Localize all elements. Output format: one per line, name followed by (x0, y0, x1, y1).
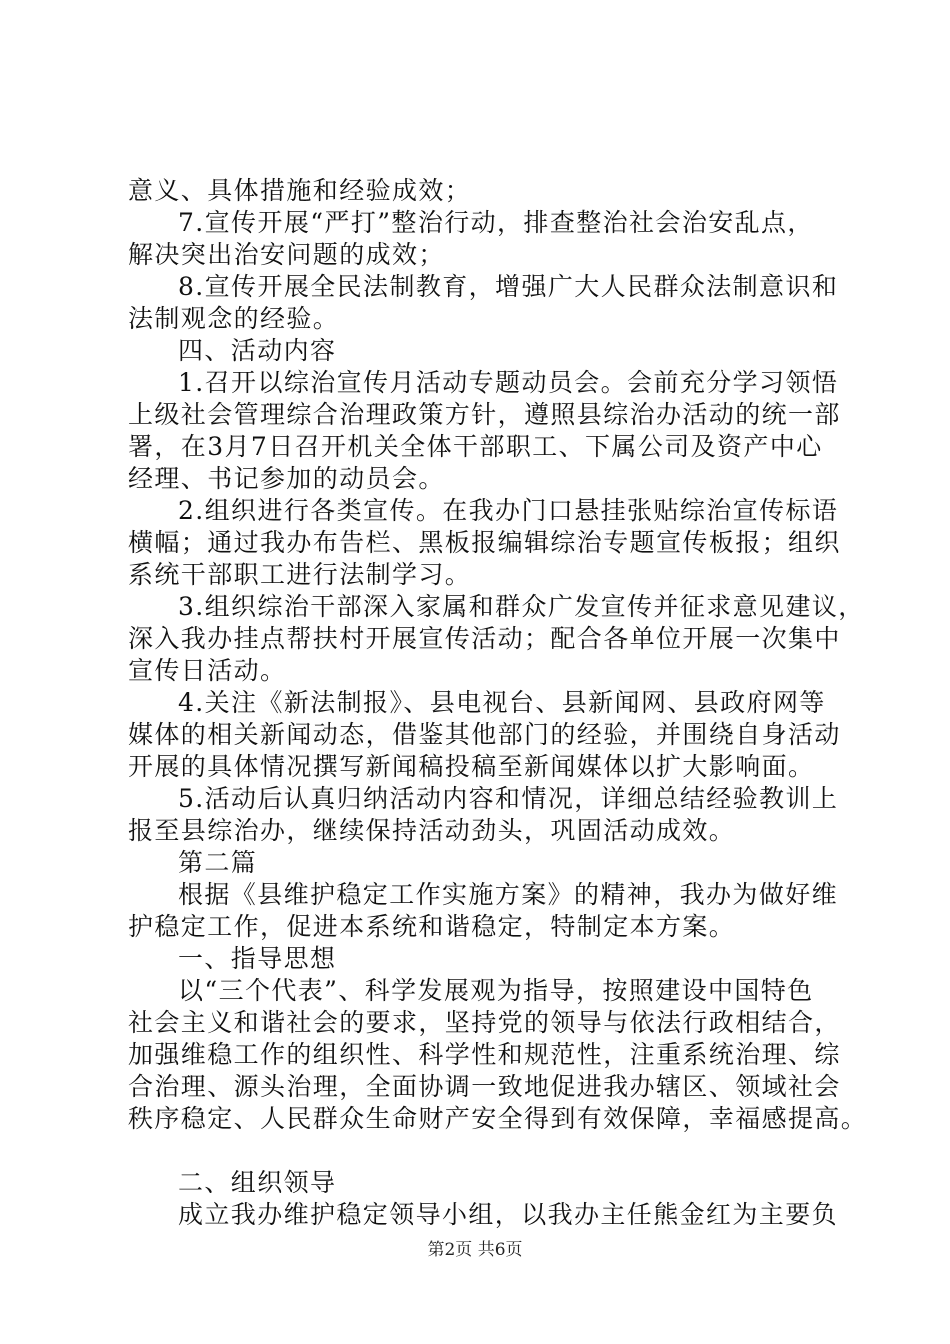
text-line: 经理、书记参加的动员会。 (128, 464, 445, 493)
text-line: 加强维稳工作的组织性、科学性和规范性，注重系统治理、综 (128, 1040, 841, 1069)
text-line: 以“三个代表”、科学发展观为指导，按照建设中国特色 (178, 976, 814, 1005)
section-heading: 第二篇 (178, 848, 258, 877)
text-line: 合治理、源头治理，全面协调一致地促进我办辖区、领域社会 (128, 1072, 841, 1101)
text-line: 解决突出治安问题的成效； (128, 240, 445, 269)
text-line: 媒体的相关新闻动态，借鉴其他部门的经验，并围绕自身活动 (128, 720, 841, 749)
text-line: 横幅；通过我办布告栏、黑板报编辑综治专题宣传板报；组织 (128, 528, 841, 557)
text-line: 上级社会管理综合治理政策方针，遵照县综治办活动的统一部 (128, 400, 841, 429)
text-line: 5.活动后认真归纳活动内容和情况，详细总结经验教训上 (178, 784, 839, 813)
section-heading: 四、活动内容 (178, 336, 337, 365)
page-number-footer: 第2页 共6页 (427, 1240, 523, 1260)
text-line: 深入我办挂点帮扶村开展宣传活动；配合各单位开展一次集中 (128, 624, 841, 653)
text-line: 法制观念的经验。 (128, 304, 340, 333)
text-line: 社会主义和谐社会的要求，坚持党的领导与依法行政相结合， (128, 1008, 841, 1037)
text-line: 4.关注《新法制报》、县电视台、县新闻网、县政府网等 (178, 688, 826, 717)
section-heading: 二、组织领导 (178, 1168, 337, 1197)
text-line: 8.宣传开展全民法制教育，增强广大人民群众法制意识和 (178, 272, 839, 301)
text-line: 宣传日活动。 (128, 656, 287, 685)
text-line: 意义、具体措施和经验成效； (128, 176, 472, 205)
text-line: 成立我办维护稳定领导小组，以我办主任熊金红为主要负 (178, 1200, 839, 1229)
text-line: 署，在3月7日召开机关全体干部职工、下属公司及资产中心 (128, 432, 823, 461)
text-line: 报至县综治办，继续保持活动劲头，巩固活动成效。 (128, 816, 736, 845)
text-line: 开展的具体情况撰写新闻稿投稿至新闻媒体以扩大影响面。 (128, 752, 815, 781)
text-line: 2.组织进行各类宣传。在我办门口悬挂张贴综治宣传标语 (178, 496, 839, 525)
text-line: 根据《县维护稳定工作实施方案》的精神，我办为做好维 (178, 880, 839, 909)
text-line: 护稳定工作，促进本系统和谐稳定，特制定本方案。 (128, 912, 736, 941)
text-line: 秩序稳定、人民群众生命财产安全得到有效保障，幸福感提高。 (128, 1104, 868, 1133)
section-heading: 一、指导思想 (178, 944, 337, 973)
text-line: 3.组织综治干部深入家属和群众广发宣传并征求意见建议， (178, 592, 865, 621)
text-line: 系统干部职工进行法制学习。 (128, 560, 472, 589)
text-line: 7.宣传开展“严打”整治行动，排查整治社会治安乱点， (178, 208, 814, 237)
text-line: 1.召开以综治宣传月活动专题动员会。会前充分学习领悟 (178, 368, 839, 397)
